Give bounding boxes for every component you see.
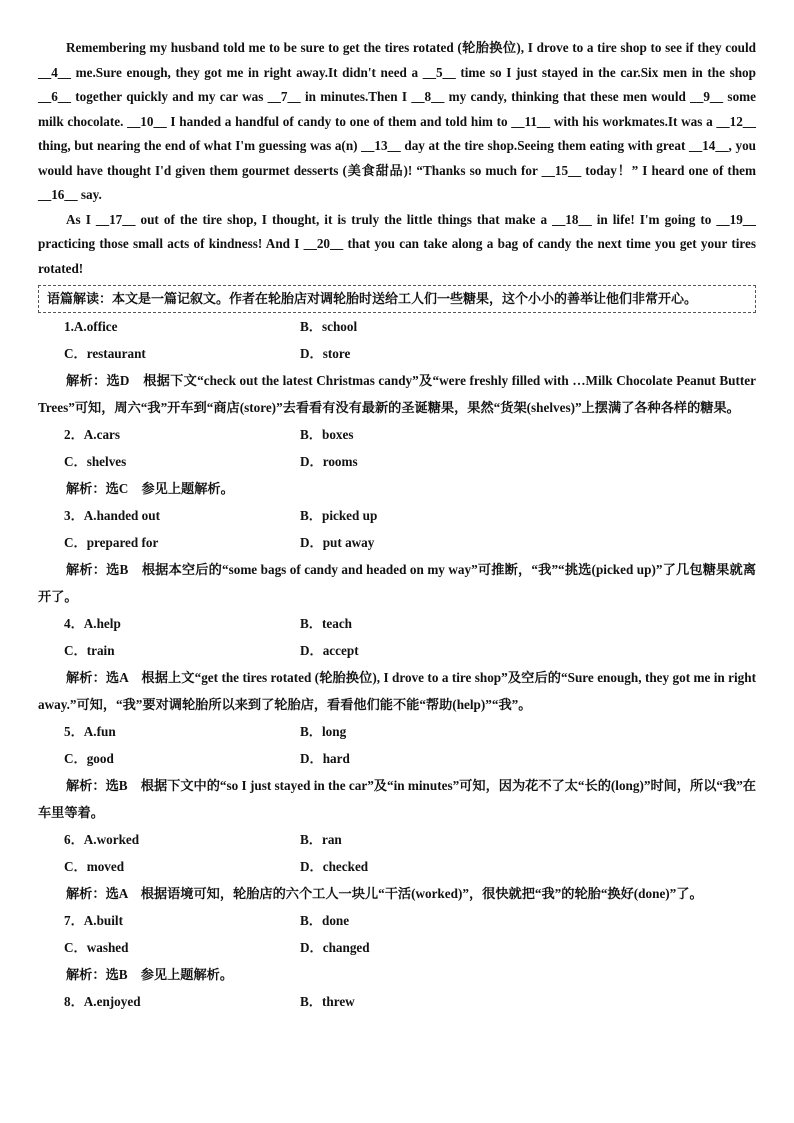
- explanation: [38, 961, 756, 988]
- explanation-text: 选B 根据本空后的“some bags of candy and headed on my way”可推断，“我”“挑选(picked up)”了几包糖果就离开了。: [38, 562, 757, 604]
- option-b: B．picked up: [300, 508, 378, 523]
- explanation-label: 解析：: [66, 481, 106, 496]
- option-c: C．shelves: [64, 454, 127, 469]
- explanation-text: 选B 参见上题解析。: [105, 967, 234, 982]
- option-row: [38, 313, 756, 340]
- question-item: [38, 502, 756, 610]
- option-d: D．store: [300, 346, 351, 361]
- question-item: [38, 988, 756, 1015]
- explanation: [38, 556, 756, 610]
- question-item: [38, 826, 756, 907]
- explanation: [38, 664, 756, 718]
- explanation-label: 解析：: [66, 373, 107, 388]
- option-b: B．threw: [300, 994, 355, 1009]
- explanation-label: 解析：: [66, 670, 106, 685]
- option-row: [38, 421, 756, 448]
- explanation-label: 解析：: [66, 562, 107, 577]
- question-item: [38, 421, 756, 502]
- option-row: [38, 529, 756, 556]
- reading-guide-text: 本文是一篇记叙文。作者在轮胎店对调轮胎时送给工人们一些糖果，这个小小的善举让他们非常开心。: [112, 291, 698, 306]
- question-item: [38, 907, 756, 988]
- option-row: [38, 637, 756, 664]
- option-row: [38, 826, 756, 853]
- option-d: D．put away: [300, 535, 375, 550]
- option-b: B．school: [300, 319, 358, 334]
- option-b: B．boxes: [300, 427, 354, 442]
- explanation-text: 选B 根据下文中的“so I just stayed in the car”及“in minutes”可知，因为花不了太“长的(long)”时间，所以“我”在车里等着。: [38, 778, 756, 820]
- question-list: [38, 313, 756, 1015]
- reading-guide-box: [38, 285, 756, 313]
- option-row: [38, 745, 756, 772]
- explanation: [38, 367, 756, 421]
- option-a: 6．A.worked: [64, 832, 140, 847]
- explanation-text: 选C 参见上题解析。: [105, 481, 234, 496]
- option-row: [38, 907, 756, 934]
- option-row: [38, 718, 756, 745]
- option-row: [38, 934, 756, 961]
- document-page: [38, 36, 756, 1015]
- option-a: 7．A.built: [64, 913, 123, 928]
- option-a: 8．A.enjoyed: [64, 994, 141, 1009]
- passage-paragraph-2: As I __17__ out of the tire shop, I thought, it is truly the little things that make a __18__ in life! I'm going to __19__ practicing those small acts of kindness! And I __20__ that you can take along a bag of candy the next time you get your tires rotated!: [38, 211, 756, 276]
- explanation-label: 解析：: [66, 886, 106, 901]
- option-d: D．checked: [300, 859, 369, 874]
- explanation-text: 选A 根据上文“get the tires rotated (轮胎换位), I drove to a tire shop”及空后的“Sure enough, they got me in right away.”可知，“我”要对调轮胎所以来到了轮胎店，看看他们能不能“帮助(help)”“我”。: [38, 670, 756, 712]
- option-row: [38, 502, 756, 529]
- option-c: C．washed: [64, 940, 129, 955]
- option-c: C．restaurant: [64, 346, 146, 361]
- option-d: D．rooms: [300, 454, 358, 469]
- option-c: C．train: [64, 643, 115, 658]
- explanation-label: 解析：: [66, 778, 106, 793]
- option-row: [38, 988, 756, 1015]
- question-item: [38, 718, 756, 826]
- option-d: D．hard: [300, 751, 350, 766]
- explanation: [38, 475, 756, 502]
- explanation: [38, 880, 756, 907]
- explanation-label: 解析：: [66, 967, 106, 982]
- option-c: C．moved: [64, 859, 125, 874]
- option-c: C．good: [64, 751, 114, 766]
- option-a: 1.A.office: [64, 319, 118, 334]
- option-a: 4．A.help: [64, 616, 121, 631]
- option-row: [38, 340, 756, 367]
- explanation-text: 选D 根据下文“check out the latest Christmas candy”及“were freshly filled with …Milk Chocolate Peanut Butter Trees”可知，周六“我”开车到“商店(store)”去看看有没有最新的圣诞糖果，果然“货架(shelves)”上摆满了各种各样的糖果。: [38, 373, 756, 415]
- option-row: [38, 448, 756, 475]
- option-b: B．done: [300, 913, 350, 928]
- question-item: [38, 313, 756, 421]
- reading-guide-label: 语篇解读：: [47, 291, 113, 306]
- option-b: B．long: [300, 724, 347, 739]
- option-b: B．ran: [300, 832, 342, 847]
- option-a: 2．A.cars: [64, 427, 121, 442]
- option-a: 3．A.handed out: [64, 508, 161, 523]
- option-d: D．accept: [300, 643, 359, 658]
- passage-paragraph-1: Remembering my husband told me to be sure to get the tires rotated (轮胎换位), I drove to a tire shop to see if they could __4__ me.Sure enough, they got me in right away.It didn't need a __5__ time so I just stayed in the car.Six men in the shop __6__ together quickly and my car was __7__ in minutes.Then I __8__ my candy, thinking that these men would __9__ some milk chocolate. __10__ I handed a handful of candy to one of them and told him to __11__ with his workmates.It was a __12__ thing, but nearing the end of what I'm guessing was a(n) __13__ day at the tire shop.Seeing them eating with great __14__, you would have thought I'd given them gourmet desserts (美食甜品)! “Thanks so much for __15__ today！” I heard one of them __16__ say.: [38, 40, 756, 202]
- option-d: D．changed: [300, 940, 370, 955]
- option-row: [38, 610, 756, 637]
- explanation-text: 选A 根据语境可知，轮胎店的六个工人一块儿“干活(worked)”，很快就把“我”的轮胎“换好(done)”了。: [105, 886, 703, 901]
- option-a: 5．A.fun: [64, 724, 116, 739]
- explanation: [38, 772, 756, 826]
- option-b: B．teach: [300, 616, 353, 631]
- option-c: C．prepared for: [64, 535, 159, 550]
- question-item: [38, 610, 756, 718]
- option-row: [38, 853, 756, 880]
